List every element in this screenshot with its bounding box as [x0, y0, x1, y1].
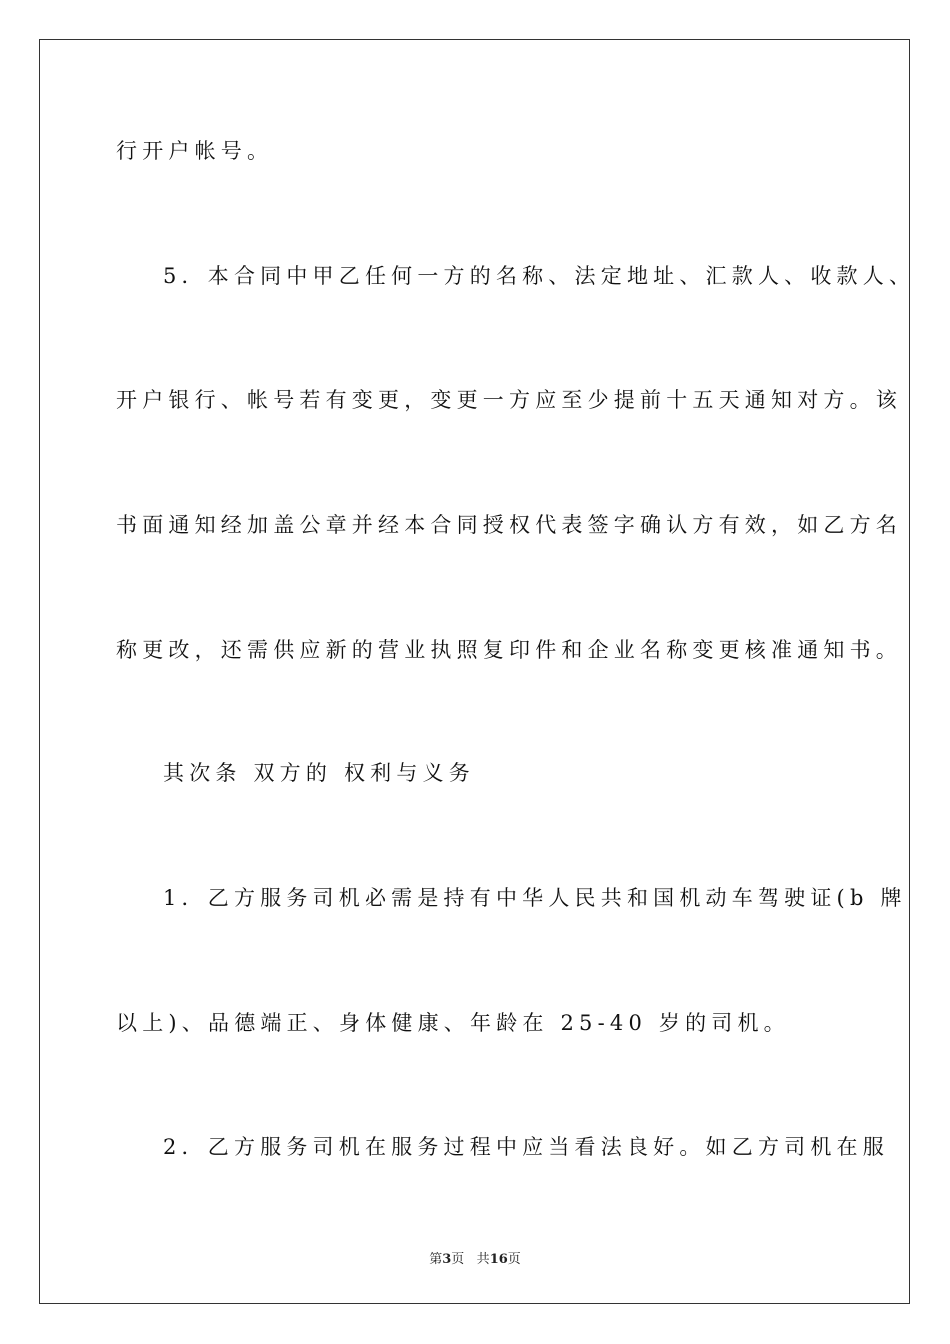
total-prefix: 共 — [476, 1252, 490, 1267]
page-prefix: 第 — [429, 1252, 443, 1267]
total-suffix: 页 — [507, 1252, 521, 1267]
text-line-4: 书面通知经加盖公章并经本合同授权代表签字确认方有效，如乙方名 — [116, 513, 902, 537]
page-suffix: 页 — [451, 1252, 465, 1267]
current-page-number: 3 — [442, 1252, 452, 1267]
text-line-7: 1．乙方服务司机必需是持有中华人民共和国机动车驾驶证(b 牌 — [163, 886, 907, 910]
section-heading: 其次条 双方的 权利与义务 — [163, 761, 475, 785]
total-page-count: 16 — [489, 1252, 508, 1267]
page-footer — [0, 1248, 950, 1267]
text-line-5: 称更改，还需供应新的营业执照复印件和企业名称变更核准通知书。 — [116, 638, 902, 662]
text-line-1: 行开户帐号。 — [116, 139, 274, 163]
text-line-2: 5．本合同中甲乙任何一方的名称、法定地址、汇款人、收款人、 — [163, 264, 916, 288]
text-line-3: 开户银行、帐号若有变更，变更一方应至少提前十五天通知对方。该 — [116, 388, 902, 412]
text-line-8: 以上)、品德端正、身体健康、年龄在 25-40 岁的司机。 — [116, 1011, 790, 1035]
text-line-9: 2．乙方服务司机在服务过程中应当看法良好。如乙方司机在服 — [163, 1135, 889, 1159]
page-border — [39, 39, 910, 1304]
